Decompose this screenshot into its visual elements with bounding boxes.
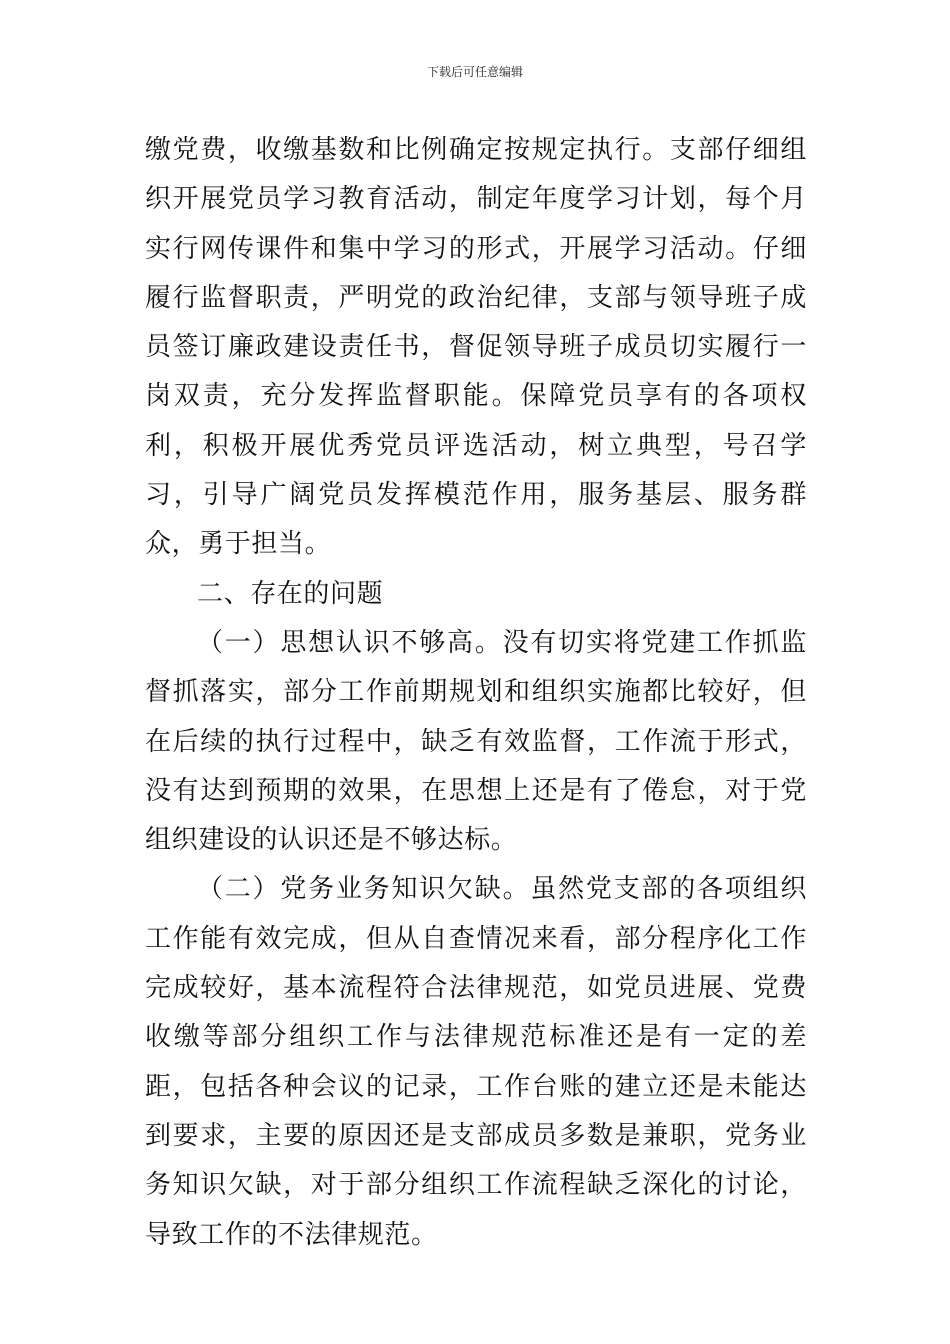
document-body [145,126,807,1260]
page-header: 下载后可任意编辑 [426,65,523,79]
paragraph-issue-2: （二）党务业务知识欠缺。虽然党支部的各项组织工作能有效完成，但从自查情况来看，部分程序化工作完成较好，基本流程符合法律规范，如党员进展、党费收缴等部分组织工作与法律规范标准还是有一定的差距，包括各种会议的记录，工作台账的建立还是未能达到要求，主要的原因还是支部成员多数是兼职，党务业务知识欠缺，对于部分组织工作流程缺乏深化的讨论，导致工作的不法律规范。 [145,874,807,1250]
paragraph-issue-1: （一）思想认识不够高。没有切实将党建工作抓监督抓落实，部分工作前期规划和组织实施都比较好，但在后续的执行过程中，缺乏有效监督，工作流于形式，没有达到预期的效果，在思想上还是有了倦怠，对于党组织建设的认识还是不够达标。 [145,627,807,856]
paragraph-continuation: 缴党费，收缴基数和比例确定按规定执行。支部仔细组织开展党员学习教育活动，制定年度学习计划，每个月实行网传课件和集中学习的形式，开展学习活动。仔细履行监督职责，严明党的政治纪律，支部与领导班子成员签订廉政建设责任书，督促领导班子成员切实履行一岗双责，充分发挥监督职能。保障党员享有的各项权利，积极开展优秀党员评选活动，树立典型，号召学习，引导广阔党员发挥模范作用，服务基层、服务群众，勇于担当。 [145,135,807,560]
section-heading: 二、存在的问题 [197,578,384,609]
